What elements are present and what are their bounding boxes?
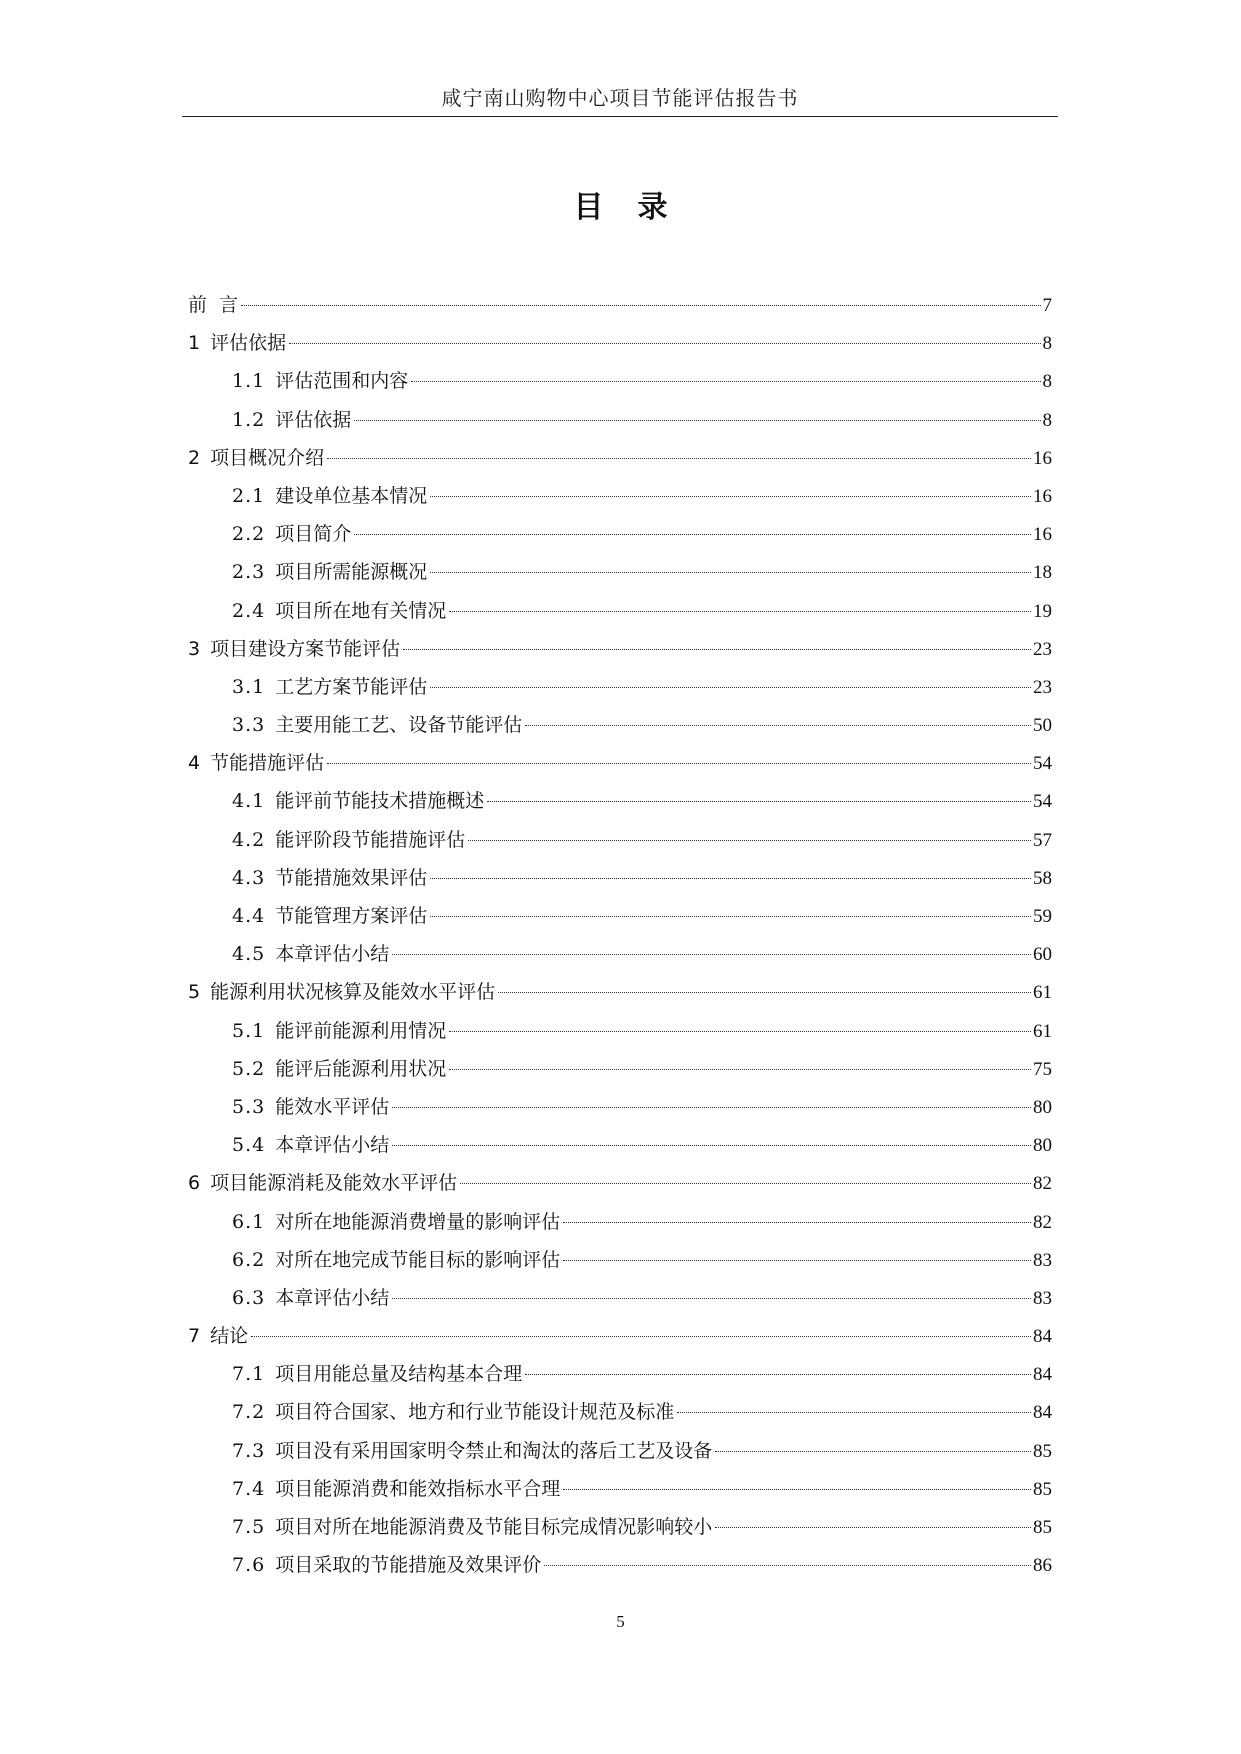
toc-entry-leader [449, 1031, 1031, 1032]
toc-entry-label: 节能管理方案评估 [275, 905, 428, 927]
toc-entry-number: 3 [188, 637, 201, 660]
toc-entry-label: 项目简介 [275, 523, 352, 546]
toc-entry-page: 84 [1033, 1364, 1052, 1386]
toc-entry-leader [251, 1336, 1031, 1337]
toc-entry-page: 23 [1033, 638, 1052, 660]
toc-entry-label: 评估依据 [210, 332, 287, 355]
toc-entry[interactable] [188, 1012, 1052, 1050]
toc-entry-leader [544, 1565, 1031, 1566]
toc-entry[interactable] [188, 706, 1052, 744]
toc-entry-leader [449, 1069, 1031, 1070]
toc-entry-label: 评估范围和内容 [275, 370, 409, 393]
toc-entry[interactable] [188, 401, 1052, 439]
toc-entry-label: 项目用能总量及结构基本合理 [275, 1363, 523, 1386]
toc-entry[interactable] [188, 744, 1052, 782]
toc-title [0, 188, 1241, 228]
toc-entry[interactable] [188, 1546, 1052, 1584]
toc-entry-page: 59 [1033, 906, 1052, 927]
toc-entry-page: 85 [1033, 1440, 1052, 1462]
toc-entry-page: 83 [1033, 1249, 1052, 1271]
toc-entry-leader [563, 1260, 1031, 1261]
toc-entry-page: 61 [1033, 1020, 1052, 1042]
toc-entry[interactable] [188, 1317, 1052, 1355]
toc-entry[interactable] [188, 1241, 1052, 1279]
toc-entry-page: 84 [1033, 1402, 1052, 1424]
toc-entry-label: 本章评估小结 [275, 943, 390, 966]
toc-entry-leader [498, 992, 1031, 993]
toc-entry-page: 57 [1033, 829, 1052, 851]
toc-entry-label: 项目能源消费和能效指标水平合理 [275, 1477, 561, 1500]
toc-entry-label: 能评后能源利用状况 [275, 1057, 447, 1080]
toc-entry-label: 前 言 [188, 294, 239, 316]
toc-entry-number: 5.1 [232, 1019, 266, 1042]
toc-entry-label: 对所在地完成节能目标的影响评估 [275, 1248, 561, 1271]
toc-entry[interactable] [188, 1088, 1052, 1126]
toc-entry-page: 86 [1033, 1555, 1052, 1577]
toc-title-char-1: 目 [573, 190, 604, 225]
toc-entry-label: 节能措施效果评估 [275, 866, 428, 889]
toc-entry-leader [354, 420, 1040, 421]
toc-entry[interactable] [188, 1470, 1052, 1508]
toc-entry[interactable] [188, 1126, 1052, 1164]
toc-entry-page: 7 [1042, 295, 1052, 316]
toc-entry-number: 6.3 [232, 1286, 266, 1309]
toc-entry[interactable] [188, 477, 1052, 515]
toc-entry-label: 本章评估小结 [275, 1134, 390, 1157]
toc-entry-number: 7.4 [232, 1477, 266, 1500]
toc-entry-leader [403, 649, 1031, 650]
toc-entry[interactable] [188, 1203, 1052, 1241]
toc-entry-label: 项目能源消耗及能效水平评估 [210, 1172, 458, 1195]
toc-entry-number: 7.5 [232, 1516, 266, 1538]
toc-entry-label: 项目所需能源概况 [275, 561, 428, 584]
toc-entry-number: 2 [188, 446, 201, 469]
toc-entry[interactable] [188, 1508, 1052, 1546]
toc-entry-label: 项目对所在地能源消费及节能目标完成情况影响较小 [275, 1516, 713, 1538]
toc-entry[interactable] [188, 553, 1052, 591]
toc-entry-page: 61 [1033, 982, 1052, 1004]
toc-entry-label: 项目符合国家、地方和行业节能设计规范及标准 [275, 1401, 675, 1424]
toc-entry-leader [241, 305, 1040, 306]
toc-entry-number: 3.3 [232, 714, 266, 737]
toc-entry-page: 18 [1033, 562, 1052, 584]
toc-entry[interactable] [188, 1164, 1052, 1202]
toc-entry-label: 结论 [210, 1325, 249, 1348]
toc-entry-page: 23 [1033, 676, 1052, 698]
toc-entry[interactable] [188, 973, 1052, 1011]
toc-entry-number: 5.2 [232, 1057, 266, 1080]
toc-entry-number: 5 [188, 981, 201, 1004]
toc-entry-number: 6 [188, 1172, 201, 1195]
toc-entry[interactable] [188, 668, 1052, 706]
toc-entry-number: 2.1 [232, 484, 266, 507]
toc-entry[interactable] [188, 286, 1052, 324]
toc-entry-number: 5.4 [232, 1134, 266, 1157]
toc-entry-page: 8 [1042, 333, 1052, 355]
toc-entry-label: 项目没有采用国家明令禁止和淘汰的落后工艺及设备 [275, 1439, 713, 1462]
page-header [182, 86, 1058, 117]
toc-entry-number: 1 [188, 332, 201, 355]
toc-entry-label: 本章评估小结 [275, 1286, 390, 1309]
toc-entry-leader [468, 840, 1031, 841]
toc-title-char-2: 录 [637, 190, 668, 225]
toc-entry-page: 54 [1033, 791, 1052, 813]
toc-entry[interactable] [188, 439, 1052, 477]
header-title: 咸宁南山购物中心项目节能评估报告书 [441, 86, 799, 110]
toc-entry-page: 19 [1033, 600, 1052, 622]
toc-entry-leader [563, 1489, 1031, 1490]
toc-entry-number: 7.2 [232, 1401, 266, 1424]
toc-entry-label: 项目建设方案节能评估 [210, 637, 401, 660]
toc-entry-leader [487, 801, 1031, 802]
toc-entry-leader [525, 1374, 1031, 1375]
toc-entry-page: 80 [1033, 1135, 1052, 1157]
toc-entry-page: 58 [1033, 867, 1052, 889]
toc-entry-number: 3.1 [232, 675, 266, 698]
toc-entry-label: 评估依据 [275, 408, 352, 431]
toc-entry[interactable] [188, 1393, 1052, 1431]
toc-entry-leader [392, 1298, 1031, 1299]
toc-entry-label: 能效水平评估 [275, 1095, 390, 1118]
toc-entry-label: 能评前节能技术措施概述 [275, 790, 485, 813]
table-of-contents [188, 286, 1052, 1584]
toc-entry-leader [525, 725, 1031, 726]
toc-entry-number: 4.5 [232, 943, 266, 966]
toc-entry-number: 4 [188, 752, 201, 775]
toc-entry[interactable] [188, 821, 1052, 859]
toc-entry[interactable] [188, 324, 1052, 362]
toc-entry-page: 60 [1033, 944, 1052, 966]
toc-entry-leader [430, 687, 1031, 688]
toc-entry-label: 工艺方案节能评估 [275, 675, 428, 698]
toc-entry[interactable] [188, 1355, 1052, 1393]
toc-entry-leader [392, 1145, 1031, 1146]
toc-entry-page: 16 [1033, 447, 1052, 469]
toc-entry-leader [327, 763, 1031, 764]
toc-entry-label: 项目概况介绍 [210, 446, 325, 469]
toc-entry[interactable] [188, 630, 1052, 668]
toc-entry-label: 节能措施评估 [210, 752, 325, 775]
toc-entry-page: 85 [1033, 1478, 1052, 1500]
toc-entry-number: 2.3 [232, 561, 266, 584]
toc-entry-page: 82 [1033, 1211, 1052, 1233]
toc-entry-leader [411, 381, 1040, 382]
toc-entry-leader [430, 496, 1031, 497]
toc-entry-leader [289, 343, 1040, 344]
toc-entry-label: 能评前能源利用情况 [275, 1019, 447, 1042]
toc-entry-leader [327, 458, 1031, 459]
toc-entry-page: 83 [1033, 1287, 1052, 1309]
toc-entry-number: 4.3 [232, 866, 266, 889]
toc-entry-leader [449, 611, 1031, 612]
toc-entry-number: 6.2 [232, 1248, 266, 1271]
toc-entry-leader [430, 572, 1031, 573]
toc-entry-page: 16 [1033, 524, 1052, 546]
toc-entry[interactable] [188, 935, 1052, 973]
toc-entry[interactable] [188, 362, 1052, 400]
toc-entry[interactable] [188, 1050, 1052, 1088]
toc-entry-number: 7.3 [232, 1439, 266, 1462]
toc-entry-leader [354, 534, 1031, 535]
toc-entry-number: 7.6 [232, 1554, 266, 1577]
toc-entry-label: 能源利用状况核算及能效水平评估 [210, 981, 496, 1004]
toc-entry-label: 项目所在地有关情况 [275, 599, 447, 622]
toc-entry-leader [392, 1107, 1031, 1108]
toc-entry-number: 2.2 [232, 523, 266, 546]
toc-entry-label: 项目采取的节能措施及效果评价 [275, 1554, 542, 1577]
toc-entry[interactable] [188, 1279, 1052, 1317]
toc-entry[interactable] [188, 1432, 1052, 1470]
toc-entry-label: 主要用能工艺、设备节能评估 [275, 714, 523, 737]
toc-entry-leader [715, 1451, 1031, 1452]
toc-entry-page: 82 [1033, 1173, 1052, 1195]
toc-entry-number: 4.2 [232, 828, 266, 851]
toc-entry-page: 85 [1033, 1517, 1052, 1538]
toc-entry-page: 8 [1042, 409, 1052, 431]
toc-entry-label: 建设单位基本情况 [275, 484, 428, 507]
toc-entry-label: 对所在地能源消费增量的影响评估 [275, 1210, 561, 1233]
toc-entry-label: 能评阶段节能措施评估 [275, 828, 466, 851]
toc-entry-page: 54 [1033, 753, 1052, 775]
toc-entry[interactable] [188, 515, 1052, 553]
toc-entry-leader [563, 1222, 1031, 1223]
toc-entry-page: 84 [1033, 1326, 1052, 1348]
page-number: 5 [616, 1612, 625, 1631]
toc-entry-number: 7 [188, 1325, 201, 1348]
toc-entry-page: 80 [1033, 1096, 1052, 1118]
toc-entry-number: 4.4 [232, 905, 266, 927]
toc-entry-leader [715, 1527, 1031, 1528]
toc-entry-leader [430, 916, 1031, 917]
toc-entry-number: 5.3 [232, 1095, 266, 1118]
toc-entry[interactable] [188, 592, 1052, 630]
toc-entry[interactable] [188, 859, 1052, 897]
toc-entry-page: 8 [1042, 371, 1052, 393]
toc-entry-number: 1.1 [232, 370, 266, 393]
toc-entry-number: 7.1 [232, 1363, 266, 1386]
toc-entry-number: 1.2 [232, 408, 266, 431]
toc-entry-number: 4.1 [232, 790, 266, 813]
toc-entry-page: 50 [1033, 715, 1052, 737]
toc-entry-number: 6.1 [232, 1210, 266, 1233]
toc-entry-number: 2.4 [232, 599, 266, 622]
toc-entry[interactable] [188, 782, 1052, 820]
toc-entry-page: 75 [1033, 1058, 1052, 1080]
toc-entry-leader [430, 878, 1031, 879]
toc-entry[interactable] [188, 897, 1052, 935]
toc-entry-leader [460, 1183, 1031, 1184]
toc-entry-page: 16 [1033, 485, 1052, 507]
toc-entry-leader [392, 954, 1031, 955]
toc-entry-leader [677, 1412, 1031, 1413]
